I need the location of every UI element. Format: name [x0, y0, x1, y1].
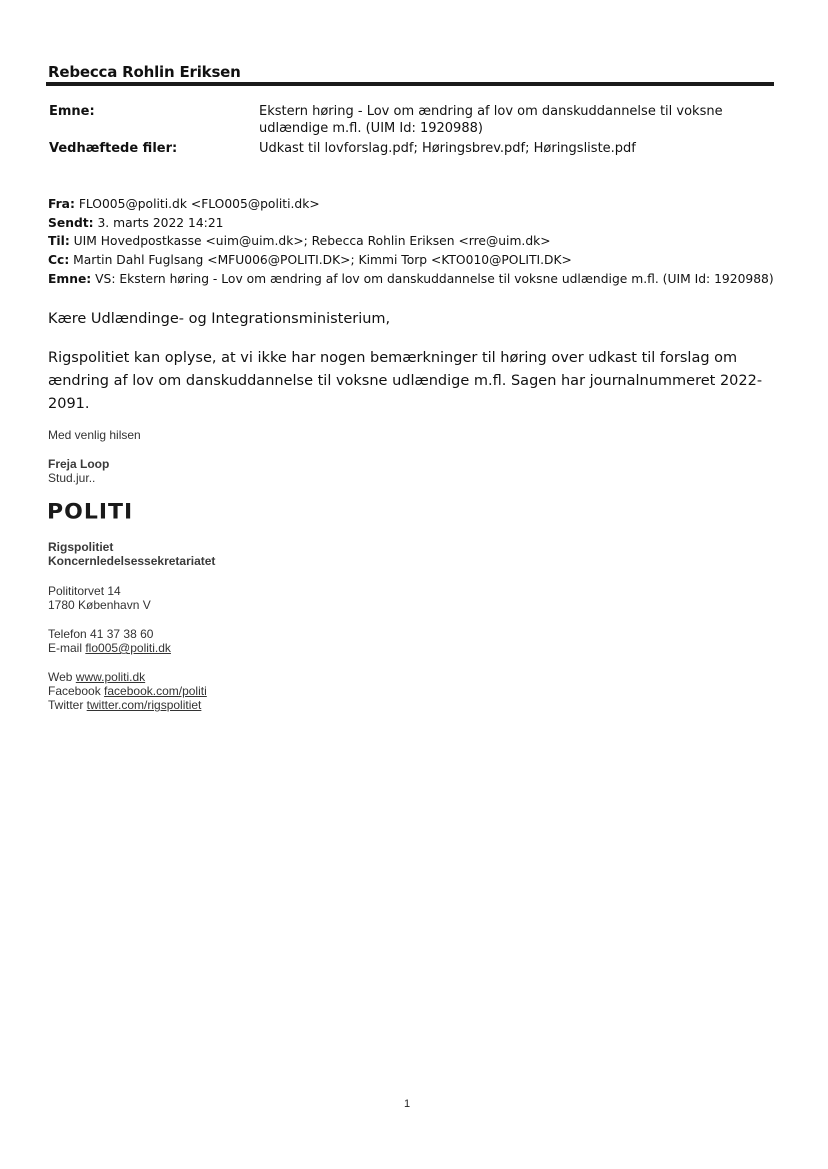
- phone-label: Telefon: [48, 627, 91, 641]
- meta-from: [48, 195, 774, 214]
- signature-web: [48, 670, 145, 684]
- meta-to-value: UIM Hovedpostkasse <uim@uim.dk>; Rebecca Rohlin Eriksen <rre@uim.dk>: [69, 234, 551, 249]
- meta-from-label: Fra:: [48, 197, 75, 211]
- message-greeting: Kære Udlændinge- og Integrationsministerium,: [48, 311, 391, 327]
- web-link[interactable]: www.politi.dk: [75, 670, 146, 684]
- meta-sent-value: 3. marts 2022 14:21: [93, 215, 224, 230]
- facebook-label: Facebook: [48, 684, 105, 698]
- signature-twitter: [48, 698, 201, 712]
- web-label: Web: [48, 670, 76, 684]
- signature-closing: Med venlig hilsen: [48, 428, 141, 442]
- attachments-label: Vedhæftede filer:: [49, 141, 178, 156]
- header-divider: [46, 82, 774, 86]
- signature-address-line1: Polititorvet 14: [48, 584, 121, 598]
- meta-sent: [48, 214, 774, 233]
- signature-name: Freja Loop: [48, 457, 110, 471]
- subject-value: Ekstern høring - Lov om ændring af lov om danskuddannelse til voksne udlændige m.fl. (UIM Id: 1920988): [259, 104, 723, 136]
- message-body: Rigspolitiet kan oplyse, at vi ikke har nogen bemærkninger til høring over udkast til forslag om ændring af lov om danskuddannelse til voksne udlændige m.fl. Sagen har journalnummeret 2022-2091.: [48, 350, 763, 412]
- signature-phone: [48, 627, 153, 641]
- signature-address-line2: 1780 København V: [48, 598, 151, 612]
- meta-subject: [48, 270, 774, 289]
- meta-cc-label: Cc:: [48, 253, 70, 268]
- page-number: 1: [404, 1098, 411, 1110]
- phone-value: 41 37 38 60: [90, 627, 154, 641]
- email-label: E-mail: [48, 641, 86, 655]
- meta-sent-label: Sendt:: [48, 215, 94, 230]
- meta-subject-value: VS: Ekstern høring - Lov om ændring af lov om danskuddannelse til voksne udlændige m.fl. (UIM Id: 1920988): [91, 271, 774, 286]
- subject-label: Emne:: [49, 104, 95, 119]
- attachments-value[interactable]: Udkast til lovforslag.pdf; Høringsbrev.pdf; Høringsliste.pdf: [259, 141, 636, 156]
- signature-email: [48, 641, 171, 655]
- forwarded-message-meta: [48, 195, 774, 289]
- meta-cc: [48, 251, 774, 270]
- signature-department: Koncernledelsessekretariatet: [48, 554, 216, 568]
- meta-to: [48, 232, 774, 251]
- email-link[interactable]: flo005@politi.dk: [85, 641, 171, 655]
- signature-title: Stud.jur..: [48, 471, 96, 485]
- meta-subject-label: Emne:: [48, 271, 92, 286]
- sender-name: Rebecca Rohlin Eriksen: [48, 63, 241, 81]
- meta-cc-value: Martin Dahl Fuglsang <MFU006@POLITI.DK>; Kimmi Torp <KTO010@POLITI.DK>: [69, 253, 572, 268]
- twitter-link[interactable]: twitter.com/rigspolitiet: [86, 698, 202, 712]
- politi-logo: POLITI: [47, 500, 134, 525]
- twitter-label: Twitter: [48, 698, 87, 712]
- signature-org-name: Rigspolitiet: [48, 540, 114, 554]
- facebook-link[interactable]: facebook.com/politi: [104, 684, 207, 698]
- signature-facebook: [48, 684, 207, 698]
- meta-from-value: FLO005@politi.dk <FLO005@politi.dk>: [74, 197, 320, 211]
- meta-to-label: Til:: [48, 234, 70, 249]
